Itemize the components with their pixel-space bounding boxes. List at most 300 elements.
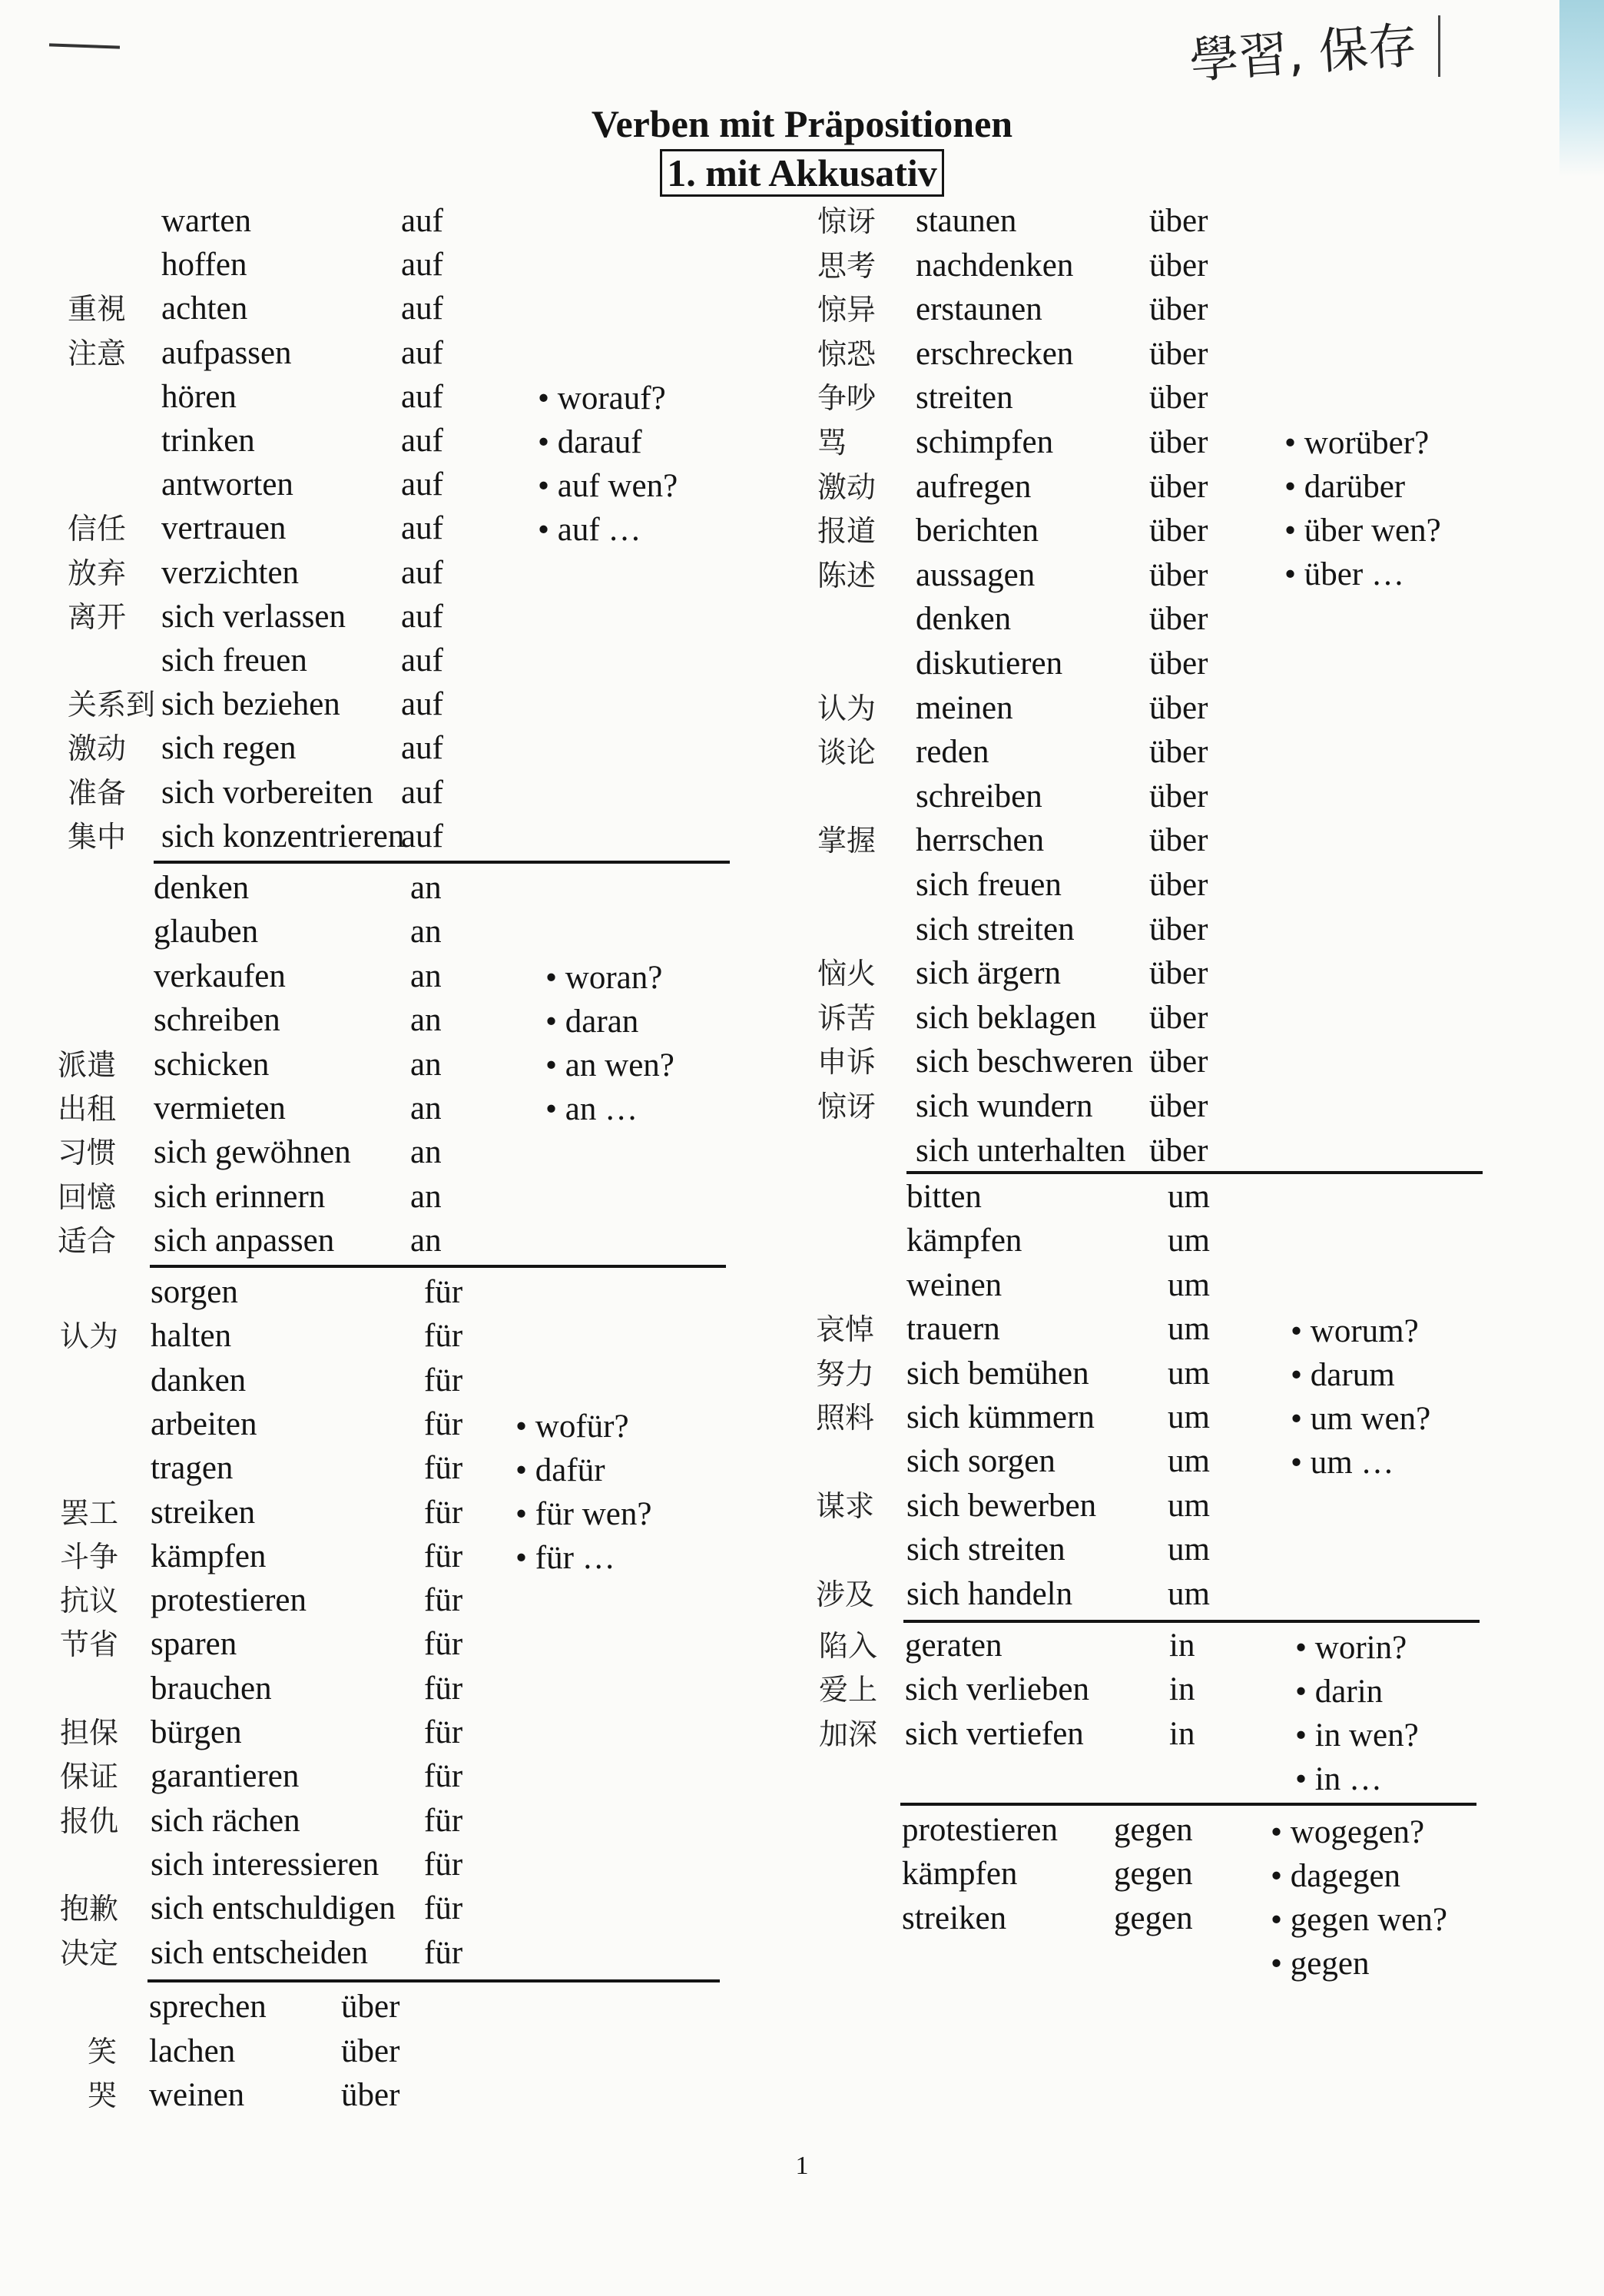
verb: sich anpassen bbox=[154, 1223, 335, 1259]
chinese-gloss: 哭 bbox=[88, 2079, 118, 2112]
preposition: über bbox=[1149, 291, 1208, 328]
verb: sich verlassen bbox=[161, 598, 346, 635]
preposition: an bbox=[410, 914, 442, 951]
question-form: • um wen? bbox=[1291, 1401, 1431, 1437]
verb: sich konzentrieren bbox=[161, 818, 405, 854]
chinese-gloss: 谋求 bbox=[816, 1488, 875, 1523]
verb: nachdenken bbox=[916, 247, 1074, 284]
verb: aussagen bbox=[916, 556, 1036, 593]
question-form: • woran? bbox=[545, 960, 663, 996]
preposition: um bbox=[1168, 1355, 1210, 1392]
preposition: über bbox=[1149, 778, 1208, 815]
question-form: • wofür? bbox=[515, 1408, 629, 1445]
verb: trauern bbox=[906, 1311, 1000, 1348]
section-divider bbox=[903, 1620, 1480, 1623]
preposition: für bbox=[424, 1582, 463, 1619]
pen-mark bbox=[1438, 15, 1440, 77]
vocab-row bbox=[151, 1361, 688, 1401]
chinese-gloss: 掌握 bbox=[817, 824, 877, 858]
page-title: Verben mit Präpositionen bbox=[591, 102, 1013, 145]
question-forms bbox=[545, 956, 674, 1131]
preposition: über bbox=[1149, 689, 1208, 726]
preposition: für bbox=[424, 1714, 463, 1750]
page-number: 1 bbox=[795, 2152, 809, 2180]
preposition: über bbox=[1149, 556, 1208, 593]
verb: berichten bbox=[916, 513, 1039, 549]
preposition: über bbox=[1149, 955, 1208, 992]
verb: staunen bbox=[916, 203, 1017, 239]
preposition: über bbox=[341, 1989, 400, 2025]
preposition: über bbox=[1149, 734, 1208, 771]
preposition: um bbox=[1168, 1223, 1210, 1259]
verb: glauben bbox=[154, 914, 259, 951]
vocab-row bbox=[916, 865, 1453, 905]
question-form: • an … bbox=[545, 1091, 638, 1127]
chinese-gloss: 保证 bbox=[60, 1760, 119, 1794]
verb: danken bbox=[151, 1362, 247, 1399]
vocab-row bbox=[60, 1581, 688, 1621]
section-divider bbox=[900, 1803, 1476, 1806]
vocab-row bbox=[817, 998, 1453, 1038]
preposition: über bbox=[1149, 424, 1208, 460]
chinese-gloss: 认为 bbox=[817, 691, 877, 725]
chinese-gloss: 照料 bbox=[816, 1401, 875, 1435]
preposition: in bbox=[1169, 1671, 1195, 1708]
pen-mark bbox=[49, 43, 120, 48]
chinese-gloss: 申诉 bbox=[817, 1045, 877, 1080]
verb: schreiben bbox=[916, 778, 1042, 815]
chinese-gloss: 派遣 bbox=[58, 1047, 117, 1082]
preposition: um bbox=[1168, 1311, 1210, 1348]
vocab-row bbox=[817, 246, 1453, 286]
preposition: auf bbox=[401, 730, 443, 767]
verb: streiken bbox=[151, 1494, 256, 1531]
preposition: an bbox=[410, 1002, 442, 1039]
question-form: • darin bbox=[1295, 1674, 1384, 1710]
verb: sich unterhalten bbox=[916, 1132, 1126, 1169]
verb: schimpfen bbox=[916, 424, 1054, 460]
vocab-row bbox=[916, 777, 1453, 817]
preposition: über bbox=[1149, 822, 1208, 859]
verb: vertrauen bbox=[161, 510, 287, 547]
chinese-gloss: 信任 bbox=[68, 512, 127, 546]
preposition: auf bbox=[401, 423, 443, 459]
chinese-gloss: 报道 bbox=[817, 514, 877, 549]
chinese-gloss: 重視 bbox=[68, 292, 127, 327]
preposition: um bbox=[1168, 1266, 1210, 1303]
chinese-gloss: 报仇 bbox=[60, 1803, 119, 1838]
question-form: • wogegen? bbox=[1271, 1814, 1425, 1850]
section-heading-text: 1. mit Akkusativ bbox=[660, 149, 943, 197]
chinese-gloss: 抱歉 bbox=[60, 1892, 119, 1926]
vocab-row bbox=[68, 685, 699, 725]
preposition: über bbox=[1149, 645, 1208, 682]
preposition: an bbox=[410, 1223, 442, 1259]
preposition: über bbox=[1149, 867, 1208, 903]
verb: aufregen bbox=[916, 468, 1032, 505]
verb: sich beziehen bbox=[161, 686, 340, 723]
preposition: für bbox=[424, 1626, 463, 1663]
preposition: für bbox=[424, 1362, 463, 1399]
question-form: • darauf bbox=[538, 424, 642, 460]
question-form: • gegen bbox=[1271, 1946, 1370, 1982]
preposition: auf bbox=[401, 203, 443, 239]
question-form: • dagegen bbox=[1271, 1858, 1401, 1894]
preposition: um bbox=[1168, 1487, 1210, 1524]
verb: antworten bbox=[161, 466, 293, 503]
vocab-row bbox=[817, 1087, 1453, 1126]
vocab-row bbox=[68, 728, 699, 768]
vocab-row bbox=[68, 597, 699, 637]
vocab-row bbox=[60, 1757, 688, 1797]
preposition: über bbox=[1149, 1043, 1208, 1080]
verb: meinen bbox=[916, 689, 1013, 726]
verb: brauchen bbox=[151, 1670, 272, 1707]
question-form: • worüber? bbox=[1284, 425, 1430, 461]
verb: tragen bbox=[151, 1450, 234, 1487]
question-form: • über wen? bbox=[1284, 513, 1441, 549]
verb: sich bewerben bbox=[906, 1487, 1097, 1524]
verb: sich sorgen bbox=[906, 1443, 1056, 1480]
preposition: auf bbox=[401, 598, 443, 635]
preposition: gegen bbox=[1114, 1812, 1193, 1848]
vocab-row bbox=[60, 1933, 688, 1973]
question-forms bbox=[538, 377, 678, 552]
vocab-row bbox=[916, 644, 1453, 684]
preposition: auf bbox=[401, 642, 443, 679]
vocab-row bbox=[58, 1177, 691, 1217]
chinese-gloss: 加深 bbox=[819, 1717, 878, 1751]
verb: kämpfen bbox=[151, 1538, 267, 1574]
chinese-gloss: 认为 bbox=[60, 1319, 119, 1354]
chinese-gloss: 爱上 bbox=[819, 1673, 878, 1707]
preposition: auf bbox=[401, 247, 443, 284]
vocab-row bbox=[154, 868, 691, 908]
verb: sich handeln bbox=[906, 1575, 1073, 1612]
chinese-gloss: 骂 bbox=[817, 426, 847, 460]
vocab-row bbox=[60, 1713, 688, 1753]
verb: sich gewöhnen bbox=[154, 1134, 351, 1171]
question-form: • darüber bbox=[1284, 469, 1406, 505]
chinese-gloss: 恼火 bbox=[817, 957, 877, 991]
verb: sich entscheiden bbox=[151, 1934, 368, 1971]
vocab-row bbox=[60, 1801, 688, 1841]
chinese-gloss: 陈述 bbox=[817, 558, 877, 592]
preposition: über bbox=[1149, 247, 1208, 284]
verb: sprechen bbox=[149, 1989, 267, 2025]
preposition: an bbox=[410, 1134, 442, 1171]
question-form: • für wen? bbox=[515, 1496, 652, 1532]
question-form: • um … bbox=[1291, 1445, 1394, 1481]
vocab-row bbox=[817, 954, 1453, 994]
verb: protestieren bbox=[902, 1812, 1058, 1848]
chinese-gloss: 激动 bbox=[817, 469, 877, 504]
preposition: für bbox=[424, 1670, 463, 1707]
verb: geraten bbox=[905, 1627, 1002, 1664]
chinese-gloss: 决定 bbox=[60, 1936, 119, 1970]
verb: achten bbox=[161, 290, 248, 327]
preposition: gegen bbox=[1114, 1900, 1193, 1936]
vocab-row bbox=[817, 821, 1453, 861]
verb: sich vorbereiten bbox=[161, 774, 373, 811]
preposition: auf bbox=[401, 774, 443, 811]
chinese-gloss: 惊讶 bbox=[817, 204, 877, 238]
chinese-gloss: 诉苦 bbox=[817, 1000, 877, 1035]
verb: sich interessieren bbox=[151, 1846, 379, 1883]
vocab-row bbox=[817, 688, 1453, 728]
verb: aufpassen bbox=[161, 334, 292, 371]
question-form: • gegen wen? bbox=[1271, 1902, 1447, 1938]
question-form: • in wen? bbox=[1295, 1717, 1419, 1754]
question-form: • worum? bbox=[1291, 1313, 1419, 1349]
verb: warten bbox=[161, 203, 251, 239]
chinese-gloss: 谈论 bbox=[817, 735, 877, 770]
vocab-row bbox=[161, 641, 699, 681]
vocab-row bbox=[68, 773, 699, 813]
preposition: um bbox=[1168, 1179, 1210, 1215]
question-form: • auf … bbox=[538, 512, 641, 548]
preposition: über bbox=[341, 2032, 400, 2069]
chinese-gloss: 罢工 bbox=[60, 1495, 119, 1530]
vocab-row bbox=[817, 290, 1453, 330]
verb: garantieren bbox=[151, 1758, 300, 1795]
section-divider bbox=[147, 1979, 720, 1982]
verb: streiken bbox=[902, 1900, 1007, 1936]
chinese-gloss: 回憶 bbox=[58, 1180, 117, 1214]
question-form: • daran bbox=[545, 1004, 639, 1040]
chinese-gloss: 抗议 bbox=[60, 1584, 119, 1618]
preposition: um bbox=[1168, 1399, 1210, 1435]
preposition: über bbox=[1149, 380, 1208, 416]
preposition: für bbox=[424, 1405, 463, 1442]
question-form: • auf wen? bbox=[538, 468, 678, 504]
vocab-row bbox=[817, 334, 1453, 374]
chinese-gloss: 争吵 bbox=[817, 381, 877, 416]
vocab-row bbox=[60, 1624, 688, 1664]
preposition: an bbox=[410, 870, 442, 906]
verb: hören bbox=[161, 378, 237, 415]
verb: bitten bbox=[906, 1179, 982, 1215]
preposition: gegen bbox=[1114, 1856, 1193, 1893]
chinese-gloss: 涉及 bbox=[816, 1577, 875, 1611]
vocab-row bbox=[58, 1133, 691, 1173]
chinese-gloss: 担保 bbox=[60, 1716, 119, 1750]
vocab-row bbox=[817, 732, 1453, 772]
preposition: auf bbox=[401, 510, 443, 547]
verb: sich ärgern bbox=[916, 955, 1062, 992]
chinese-gloss: 出租 bbox=[58, 1092, 117, 1126]
vocab-row bbox=[58, 1221, 691, 1261]
vocab-row bbox=[906, 1266, 1444, 1306]
verb: sich erinnern bbox=[154, 1178, 326, 1215]
preposition: auf bbox=[401, 466, 443, 503]
preposition: um bbox=[1168, 1531, 1210, 1568]
vocab-row bbox=[151, 1272, 688, 1312]
preposition: auf bbox=[401, 290, 443, 327]
verb: sparen bbox=[151, 1626, 237, 1663]
vocab-row bbox=[916, 1131, 1453, 1171]
verb: sich beschweren bbox=[916, 1043, 1133, 1080]
verb: protestieren bbox=[151, 1582, 307, 1619]
preposition: an bbox=[410, 1046, 442, 1083]
preposition: für bbox=[424, 1494, 463, 1531]
question-forms bbox=[1291, 1309, 1430, 1485]
verb: denken bbox=[916, 601, 1012, 638]
chinese-gloss: 注意 bbox=[68, 336, 127, 370]
chinese-gloss: 放弃 bbox=[68, 556, 127, 590]
vocab-row bbox=[906, 1221, 1444, 1261]
chinese-gloss: 适合 bbox=[58, 1224, 117, 1259]
vocab-row bbox=[906, 1530, 1444, 1570]
chinese-gloss: 离开 bbox=[68, 599, 127, 634]
preposition: auf bbox=[401, 378, 443, 415]
chinese-gloss: 节省 bbox=[60, 1627, 119, 1662]
chinese-gloss: 激动 bbox=[68, 732, 127, 766]
verb: diskutieren bbox=[916, 645, 1063, 682]
chinese-gloss: 斗争 bbox=[60, 1539, 119, 1574]
preposition: in bbox=[1169, 1627, 1195, 1664]
preposition: um bbox=[1168, 1575, 1210, 1612]
chinese-gloss: 准备 bbox=[68, 775, 127, 810]
preposition: für bbox=[424, 1318, 463, 1355]
vocab-row bbox=[817, 201, 1453, 241]
chinese-gloss: 思考 bbox=[817, 248, 877, 283]
preposition: an bbox=[410, 1090, 442, 1126]
chinese-gloss: 集中 bbox=[68, 819, 127, 854]
verb: sich regen bbox=[161, 730, 297, 767]
chinese-gloss: 努力 bbox=[816, 1356, 875, 1391]
vocab-row bbox=[154, 912, 691, 952]
vocab-row bbox=[816, 1574, 1444, 1614]
preposition: über bbox=[341, 2077, 400, 2113]
handwritten-note: 學習, 保存 bbox=[1188, 17, 1420, 91]
preposition: über bbox=[1149, 601, 1208, 638]
verb: weinen bbox=[149, 2077, 245, 2113]
verb: sich wundern bbox=[916, 1088, 1093, 1124]
verb: sich vertiefen bbox=[905, 1715, 1084, 1752]
question-form: • worin? bbox=[1295, 1630, 1407, 1666]
preposition: über bbox=[1149, 513, 1208, 549]
preposition: auf bbox=[401, 818, 443, 854]
verb: sich beklagen bbox=[916, 999, 1097, 1036]
chinese-gloss: 关系到 bbox=[68, 688, 156, 722]
verb: trinken bbox=[161, 423, 255, 459]
preposition: an bbox=[410, 1178, 442, 1215]
verb: sich streiten bbox=[906, 1531, 1065, 1568]
vocab-row bbox=[68, 817, 699, 857]
vocab-row bbox=[916, 599, 1453, 639]
verb: erschrecken bbox=[916, 335, 1074, 372]
vocab-row bbox=[161, 245, 699, 285]
verb: verkaufen bbox=[154, 957, 286, 994]
preposition: über bbox=[1149, 1088, 1208, 1124]
vocab-row bbox=[817, 1042, 1453, 1082]
preposition: auf bbox=[401, 554, 443, 591]
vocab-row bbox=[60, 1316, 688, 1356]
section-divider bbox=[150, 1265, 726, 1268]
verb: verzichten bbox=[161, 554, 300, 591]
preposition: in bbox=[1169, 1715, 1195, 1752]
preposition: über bbox=[1149, 1132, 1208, 1169]
verb: streiten bbox=[916, 380, 1013, 416]
preposition: über bbox=[1149, 335, 1208, 372]
question-form: • dafür bbox=[515, 1452, 605, 1488]
question-form: • über … bbox=[1284, 556, 1404, 592]
chinese-gloss: 惊恐 bbox=[817, 337, 877, 371]
chinese-gloss: 习惯 bbox=[58, 1136, 117, 1170]
verb: sich verlieben bbox=[905, 1671, 1089, 1708]
preposition: für bbox=[424, 1846, 463, 1883]
vocab-row bbox=[151, 1669, 688, 1709]
preposition: über bbox=[1149, 911, 1208, 947]
verb: erstaunen bbox=[916, 291, 1042, 328]
preposition: um bbox=[1168, 1443, 1210, 1480]
question-forms bbox=[515, 1405, 651, 1580]
preposition: für bbox=[424, 1890, 463, 1927]
verb: sich kümmern bbox=[906, 1399, 1095, 1435]
vocab-row bbox=[816, 1486, 1444, 1526]
verb: herrschen bbox=[916, 822, 1045, 859]
verb: schreiben bbox=[154, 1002, 280, 1039]
vocab-row bbox=[149, 1987, 687, 2027]
chinese-gloss: 哀悼 bbox=[816, 1312, 875, 1347]
verb: sich freuen bbox=[916, 867, 1062, 903]
verb: arbeiten bbox=[151, 1405, 257, 1442]
vocab-row bbox=[68, 289, 699, 329]
verb: weinen bbox=[906, 1266, 1002, 1303]
vocab-row bbox=[161, 201, 699, 241]
question-form: • darum bbox=[1291, 1357, 1395, 1393]
preposition: für bbox=[424, 1802, 463, 1839]
verb: sich freuen bbox=[161, 642, 307, 679]
verb: sich streiten bbox=[916, 911, 1075, 947]
question-forms bbox=[1271, 1810, 1447, 1986]
preposition: für bbox=[424, 1538, 463, 1574]
chinese-gloss: 惊讶 bbox=[817, 1090, 877, 1123]
verb: sich rächen bbox=[151, 1802, 300, 1839]
chinese-gloss: 陷入 bbox=[819, 1629, 878, 1663]
preposition: für bbox=[424, 1274, 463, 1310]
verb: sich entschuldigen bbox=[151, 1890, 396, 1927]
verb: hoffen bbox=[161, 247, 247, 284]
verb: kämpfen bbox=[906, 1223, 1022, 1259]
preposition: für bbox=[424, 1758, 463, 1795]
question-form: • an wen? bbox=[545, 1047, 674, 1083]
preposition: auf bbox=[401, 686, 443, 723]
section-divider bbox=[906, 1171, 1483, 1174]
question-forms bbox=[1284, 421, 1441, 596]
verb: reden bbox=[916, 734, 989, 771]
verb: vermieten bbox=[154, 1090, 286, 1126]
verb: denken bbox=[154, 870, 250, 906]
preposition: über bbox=[1149, 203, 1208, 239]
section-heading bbox=[0, 151, 1604, 195]
vocab-row bbox=[88, 2075, 687, 2115]
preposition: auf bbox=[401, 334, 443, 371]
vocab-row bbox=[916, 910, 1453, 950]
vocab-row bbox=[817, 378, 1453, 418]
verb: kämpfen bbox=[902, 1856, 1018, 1893]
preposition: über bbox=[1149, 999, 1208, 1036]
verb: sich bemühen bbox=[906, 1355, 1089, 1392]
vocab-row bbox=[151, 1845, 688, 1885]
preposition: für bbox=[424, 1934, 463, 1971]
preposition: an bbox=[410, 957, 442, 994]
vocab-row bbox=[68, 553, 699, 593]
preposition: über bbox=[1149, 468, 1208, 505]
chinese-gloss: 笑 bbox=[88, 2034, 118, 2069]
verb: sorgen bbox=[151, 1274, 238, 1310]
